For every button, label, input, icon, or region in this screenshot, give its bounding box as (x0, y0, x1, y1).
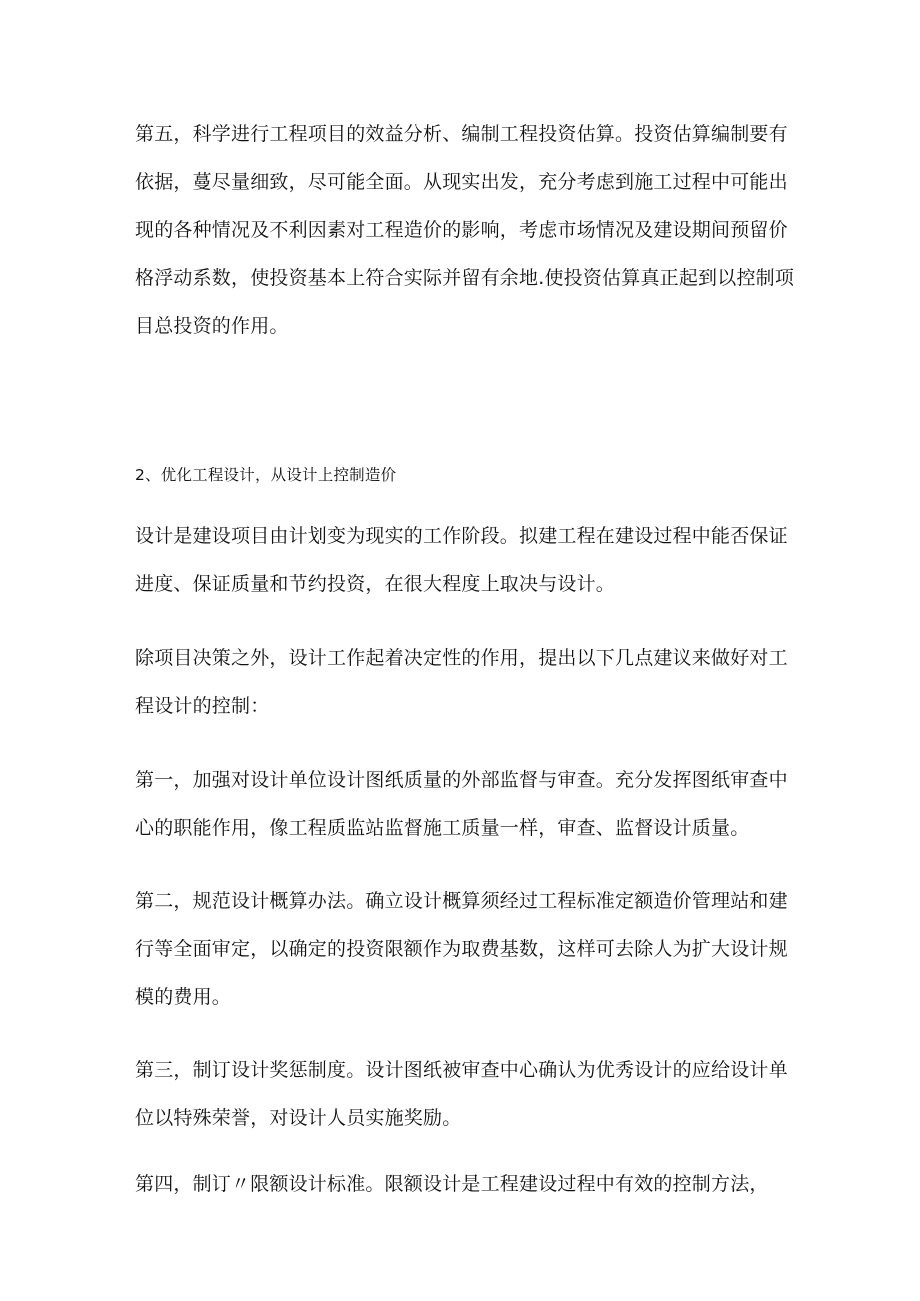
paragraph-fifth-point: 第五，科学进行工程项目的效益分析、编制工程投资估算。投资估算编制要有依据，蔓尽量细致，尽可能全面。从现实出发，充分考虑到施工过程中可能出现的各种情况及不利因素对工程造价的影响，考虑市场情况及建设期间预留价格浮动系数，使投资基本上符合实际并留有余地.使投资估算真正起到以控制项目总投资的作用。 (135, 123, 795, 337)
paragraph-item-fourth: 第四，制订〃限额设计标准。限额设计是工程建设过程中有效的控制方法， (135, 1173, 769, 1195)
section-heading: 2、优化工程设计，从设计上控制造价 (135, 466, 397, 484)
paragraph-item-second: 第二，规范设计概算办法。确立设计概算须经过工程标准定额造价管理站和建行等全面审定，以确定的投资限额作为取费基数，这样可去除人为扩大设计规模的费用。 (135, 890, 788, 1008)
paragraph-transition: 除项目决策之外，设计工作起着决定性的作用，提出以下几点建议来做好对工程设计的控制： (135, 647, 788, 717)
paragraph-item-first: 第一，加强对设计单位设计图纸质量的外部监督与审查。充分发挥图纸审查中心的职能作用，像工程质监站监督施工质量一样，审查、监督设计质量。 (135, 769, 788, 839)
paragraph-intro: 设计是建设项目由计划变为现实的工作阶段。拟建工程在建设过程中能否保证进度、保证质量和节约投资，在很大程度上取决与设计。 (135, 525, 788, 595)
paragraph-item-third: 第三，制订设计奖惩制度。设计图纸被审查中心确认为优秀设计的应给设计单位以特殊荣誉，对设计人员实施奖励。 (135, 1059, 788, 1129)
